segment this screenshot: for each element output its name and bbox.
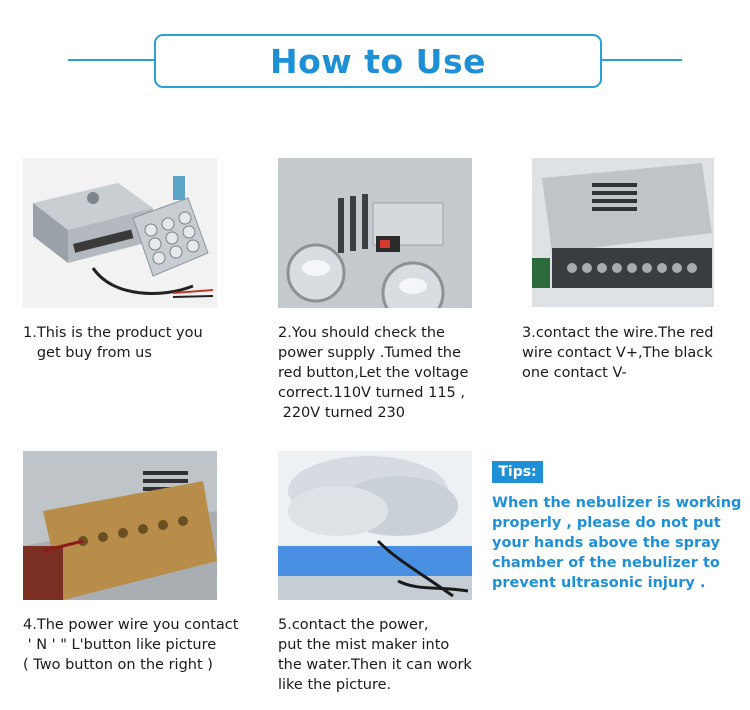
step-3-caption: 3.contact the wire.The red wire contact V+,The black one contact V-	[522, 325, 714, 381]
page-title: How to Use	[269, 41, 487, 81]
title-box	[154, 34, 602, 88]
step-2-caption: 2.You should check the power supply .Tumed the red button,Let the voltage correct.110V turned 115 , 220V turned 230	[278, 325, 469, 421]
mist-photo	[278, 451, 472, 600]
product-photo	[23, 158, 217, 308]
header-line-left	[68, 59, 156, 61]
power-supply-photo	[278, 158, 472, 308]
tips-label: Tips:	[492, 461, 543, 483]
step-1-caption: 1.This is the product you get buy from us	[23, 325, 203, 361]
step-5-caption: 5.contact the power, put the mist maker into the water.Then it can work like the picture.	[278, 617, 472, 693]
step-4-caption: 4.The power wire you contact ' N ' " L'button like picture ( Two button on the right )	[23, 617, 239, 673]
terminal-photo	[532, 158, 714, 307]
tips-text: When the nebulizer is working properly , please do not put your hands above the spray chamber of the nebulizer to prevent ultrasonic injury .	[492, 495, 742, 591]
header-line-right	[596, 59, 682, 61]
power-wire-photo	[23, 451, 217, 600]
